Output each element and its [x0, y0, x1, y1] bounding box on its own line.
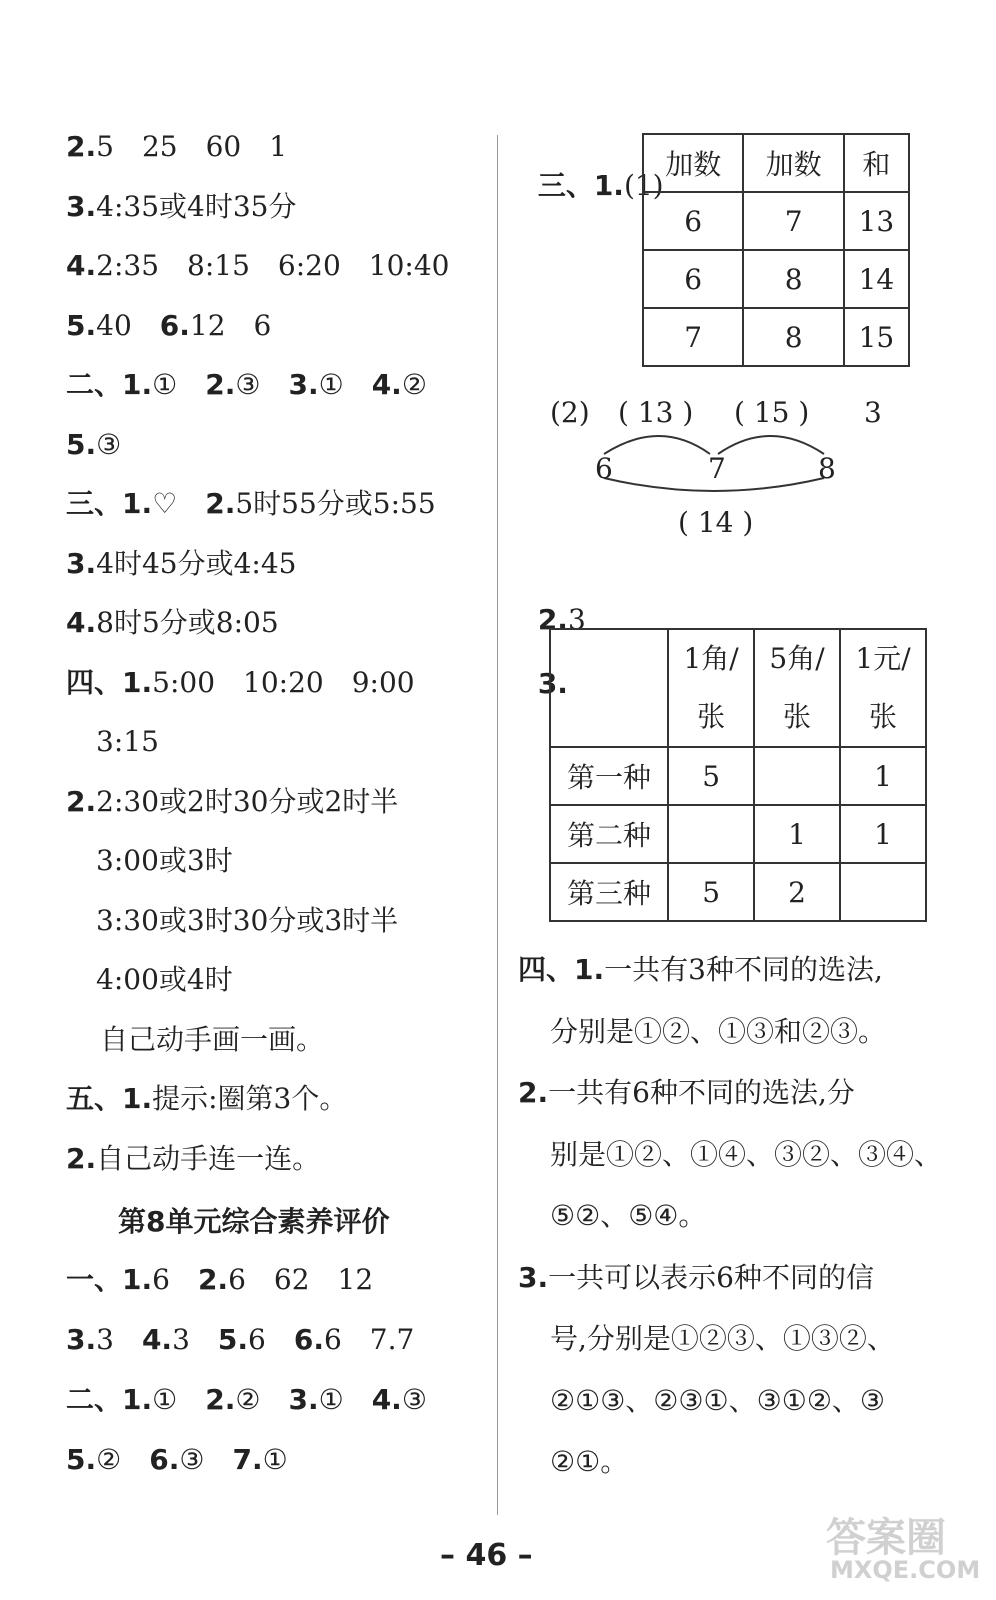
answer-line — [66, 1442, 288, 1478]
answer-text: ① — [318, 368, 372, 401]
answer-line — [518, 1075, 855, 1111]
diagram-num-1: 6 — [595, 452, 613, 485]
question-number: 5. — [217, 1323, 249, 1356]
answer-line — [66, 1141, 320, 1177]
answer-line — [518, 1260, 874, 1296]
header-cell: 1元/ 张 — [840, 629, 926, 747]
table-cell: 8 — [743, 250, 843, 308]
answer-text: ③ — [401, 1383, 427, 1416]
question-number: 3. — [66, 546, 97, 580]
table-cell: 1 — [840, 805, 926, 863]
answer-text: 2:35 8:15 6:20 10:40 — [96, 249, 450, 282]
row-label: 第二种 — [550, 805, 668, 863]
question-number: 三、1. — [66, 487, 153, 520]
question-number: 四、1. — [518, 953, 605, 986]
table-cell: 7 — [743, 192, 843, 250]
answer-text: 提示:圈第3个。 — [152, 1082, 348, 1115]
question-number: 2. — [518, 1076, 549, 1109]
answer-text: 号,分别是①②③、①③②、 — [550, 1322, 895, 1355]
answer-line — [66, 546, 296, 582]
answer-line — [66, 129, 287, 165]
answer-line — [96, 843, 233, 879]
question-number: 3. — [288, 1383, 319, 1416]
answer-line — [66, 248, 449, 284]
question-number: 6. — [159, 308, 190, 342]
answer-text: 2:30或2时30分或2时半 — [96, 784, 399, 818]
table-cell: 6 — [643, 250, 743, 308]
answer-text: 6 7.7 — [323, 1323, 415, 1356]
answer-text: 5:00 10:20 9:00 — [152, 665, 415, 699]
header-cell: 和 — [844, 134, 909, 192]
answer-text: 分别是①②、①③和②③。 — [550, 1014, 887, 1048]
answer-text: ① — [152, 1383, 206, 1416]
answer-text: 一共可以表示6种不同的信 — [548, 1260, 874, 1294]
table-cell: 2 — [754, 863, 840, 921]
answer-text: ② — [401, 368, 427, 401]
answer-text: ②①。 — [550, 1445, 629, 1478]
answer-text: 3:15 — [96, 725, 159, 758]
answer-text: ① — [318, 1383, 372, 1416]
answer-text: ③ — [235, 368, 289, 401]
question-number: 一、1. — [66, 1263, 153, 1296]
table-cell: 5 — [668, 747, 754, 805]
diagram-bottom: ( 14 ) — [678, 506, 754, 539]
table-cell: 6 — [643, 192, 743, 250]
row-label: 第一种 — [550, 747, 668, 805]
column-divider — [497, 135, 498, 1515]
watermark-top: 答案圈 — [826, 1515, 946, 1561]
question-number: 二、1. — [66, 368, 153, 401]
answer-text: 12 6 — [189, 308, 272, 342]
answer-line — [550, 1383, 885, 1419]
answer-text: ② — [235, 1383, 289, 1416]
answer-text: 一共有3种不同的选法, — [604, 953, 883, 986]
answer-line — [550, 1198, 706, 1234]
answer-text: 自己动手连一连。 — [96, 1141, 321, 1175]
answer-text: ③ — [96, 427, 122, 461]
answer-line — [66, 1262, 373, 1298]
question-number: 四、1. — [66, 665, 153, 699]
row-label: 第三种 — [550, 863, 668, 921]
question-number: 2. — [197, 1263, 229, 1296]
answer-text: 一共有6种不同的选法,分 — [548, 1076, 855, 1109]
table-cell: 5 — [668, 863, 754, 921]
diagram-top-left: ( 13 ) — [618, 396, 694, 429]
question-number: 3. — [288, 368, 319, 401]
table-cell — [840, 863, 926, 921]
header-cell: 加数 — [743, 134, 843, 192]
answer-text: 3:30或3时30分或3时半 — [96, 903, 399, 937]
answer-line — [96, 903, 398, 939]
table-cell: 14 — [844, 250, 909, 308]
answer-text: ② — [96, 1443, 150, 1476]
answer-text: 别是①②、①④、③②、③④、 — [550, 1137, 943, 1171]
answer-text: 3 — [172, 1323, 218, 1356]
answer-text: 3 — [96, 1323, 142, 1356]
addition-table — [642, 133, 910, 367]
answer-text: 6 62 12 — [228, 1263, 374, 1296]
question-number: 4. — [371, 368, 402, 401]
q2-line: 2.3 — [537, 603, 586, 636]
question-number: 2. — [66, 784, 97, 818]
question-number: 4. — [141, 1323, 173, 1356]
table-cell: 8 — [743, 308, 843, 366]
answer-text: ②①③、②③①、③①②、③ — [550, 1383, 886, 1417]
question-number: 3. — [518, 1260, 549, 1294]
question-number: 五、1. — [66, 1082, 153, 1115]
table-cell: 7 — [643, 308, 743, 366]
answer-text: 6 — [248, 1323, 294, 1356]
question-number: 4. — [371, 1383, 402, 1416]
table-cell: 15 — [844, 308, 909, 366]
question-number: 2. — [205, 487, 236, 520]
answer-line — [66, 1081, 347, 1117]
answer-text: 5 25 60 1 — [96, 130, 288, 163]
answer-text: 4:35或4时35分 — [96, 189, 297, 223]
diagram-top-right: ( 15 ) — [734, 396, 810, 429]
question-number: 5. — [66, 1443, 97, 1476]
answer-text: ③ — [179, 1443, 233, 1476]
q1-label: 三、1.(1) — [537, 169, 664, 202]
question-number: 6. — [149, 1443, 180, 1476]
diagram-num-3: 8 — [818, 452, 836, 485]
answer-line — [66, 189, 296, 225]
question-number: 4. — [66, 606, 97, 639]
question-number: 3. — [66, 189, 97, 223]
question-number: 7. — [232, 1443, 263, 1476]
answer-line — [100, 1022, 324, 1058]
question-number: 2. — [205, 368, 236, 401]
diagram-num-2: 7 — [708, 452, 726, 485]
answer-text: 6 — [152, 1263, 198, 1296]
table-cell: 1 — [840, 747, 926, 805]
answer-line — [66, 1382, 427, 1418]
page-number: – 46 – — [440, 1538, 533, 1573]
question-number: 4. — [66, 249, 97, 282]
answer-line — [66, 1322, 414, 1358]
question-number: 2. — [66, 1141, 97, 1175]
answer-text: ⑤②、⑤④。 — [550, 1199, 707, 1232]
watermark-bottom: MXQE.COM — [830, 1556, 981, 1584]
answer-line — [66, 784, 398, 820]
answer-line — [66, 486, 436, 522]
question-number: 2. — [205, 1383, 236, 1416]
answer-line — [550, 1014, 886, 1050]
answer-text: 自己动手画一画。 — [100, 1022, 325, 1056]
answer-text: 3:00或3时 — [96, 844, 233, 877]
header-cell-empty — [550, 629, 668, 747]
diagram-label: (2) — [550, 396, 590, 429]
diagram-count: 3 — [864, 396, 882, 429]
answer-text: 5时55分或5:55 — [235, 487, 436, 520]
answer-text: 4:00或4时 — [96, 963, 233, 996]
question-number: 二、1. — [66, 1383, 153, 1416]
header-cell: 1角/ 张 — [668, 629, 754, 747]
answer-line — [96, 724, 159, 760]
answer-line — [518, 952, 883, 988]
section-title: 第8单元综合素养评价 — [118, 1205, 390, 1238]
table-cell: 13 — [844, 192, 909, 250]
answer-text: ① — [262, 1443, 288, 1476]
question-number: 5. — [66, 308, 97, 342]
table-cell — [668, 805, 754, 863]
header-cell: 加数 — [643, 134, 743, 192]
answer-line — [66, 308, 271, 344]
q3-label: 3. — [537, 667, 568, 700]
header-cell: 5角/ 张 — [754, 629, 840, 747]
money-table — [549, 628, 927, 922]
table-cell: 1 — [754, 805, 840, 863]
answer-line — [550, 1137, 942, 1173]
answer-text: ① — [152, 368, 206, 401]
answer-text: 8时5分或8:05 — [96, 606, 279, 639]
question-number: 3. — [66, 1323, 97, 1356]
question-number: 2. — [66, 130, 97, 163]
answer-line — [66, 367, 427, 403]
answer-line — [96, 962, 233, 998]
answer-text: 4时45分或4:45 — [96, 546, 297, 580]
question-number: 5. — [66, 427, 97, 461]
answer-line — [66, 665, 415, 701]
question-number: 6. — [293, 1323, 324, 1356]
table-cell — [754, 747, 840, 805]
answer-line — [550, 1321, 895, 1357]
answer-text: ♡ — [152, 487, 206, 520]
answer-text: 40 — [96, 308, 160, 342]
answer-line — [66, 427, 121, 463]
answer-line — [66, 605, 279, 641]
answer-line — [550, 1444, 628, 1480]
